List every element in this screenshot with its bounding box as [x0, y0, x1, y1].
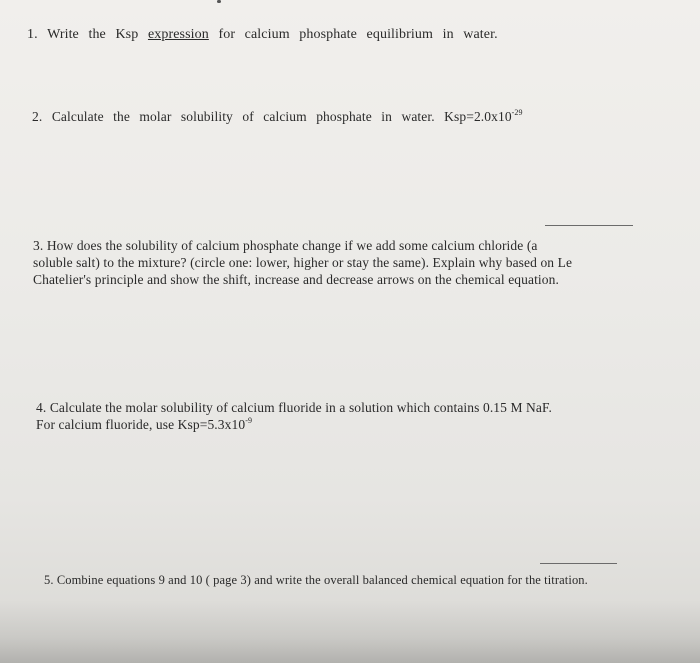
question-3-line-3: Chatelier's principle and show the shift, increase and decrease arrows on the chemical equation.	[33, 272, 559, 287]
question-2-number: 2.	[32, 109, 43, 124]
answer-line	[540, 563, 617, 564]
answer-line	[545, 225, 633, 226]
question-3-number: 3.	[33, 238, 44, 253]
question-1-underlined-word: expression	[147, 27, 209, 42]
question-4-exponent: -9	[245, 416, 253, 425]
question-4-line-1	[36, 399, 686, 416]
question-3	[33, 237, 683, 288]
question-3-line-2: soluble salt) to the mixture? (circle one: lower, higher or stay the same). Explain why based on Le	[33, 255, 573, 270]
question-1-text-start: Write the Ksp	[47, 27, 139, 42]
page-shadow	[0, 600, 700, 663]
question-2-text: Calculate the molar solubility of calcium phosphate in water. Ksp=2.0x10	[51, 109, 512, 124]
question-5-text: Combine equations 9 and 10 ( page 3) and write the overall balanced chemical equation for the titration.	[56, 573, 588, 587]
question-2	[32, 108, 523, 125]
question-4-text-2: For calcium fluoride, use Ksp=5.3x10	[36, 417, 246, 432]
question-5	[44, 572, 588, 589]
question-2-exponent: -29	[511, 108, 523, 117]
question-3-line-1	[33, 237, 683, 254]
question-4-text-1: Calculate the molar solubility of calcium fluoride in a solution which contains 0.15 M NaF.	[49, 400, 552, 415]
question-4-line-2	[36, 416, 686, 433]
question-1-number: 1.	[27, 27, 38, 42]
question-1-text-end: for calcium phosphate equilibrium in water.	[218, 27, 498, 42]
question-3-text-1: How does the solubility of calcium phosphate change if we add some calcium chloride (a	[46, 238, 538, 253]
question-5-number: 5.	[44, 573, 54, 587]
page-mark	[217, 0, 221, 3]
question-1	[27, 26, 498, 43]
question-4	[36, 399, 686, 433]
question-4-number: 4.	[36, 400, 47, 415]
